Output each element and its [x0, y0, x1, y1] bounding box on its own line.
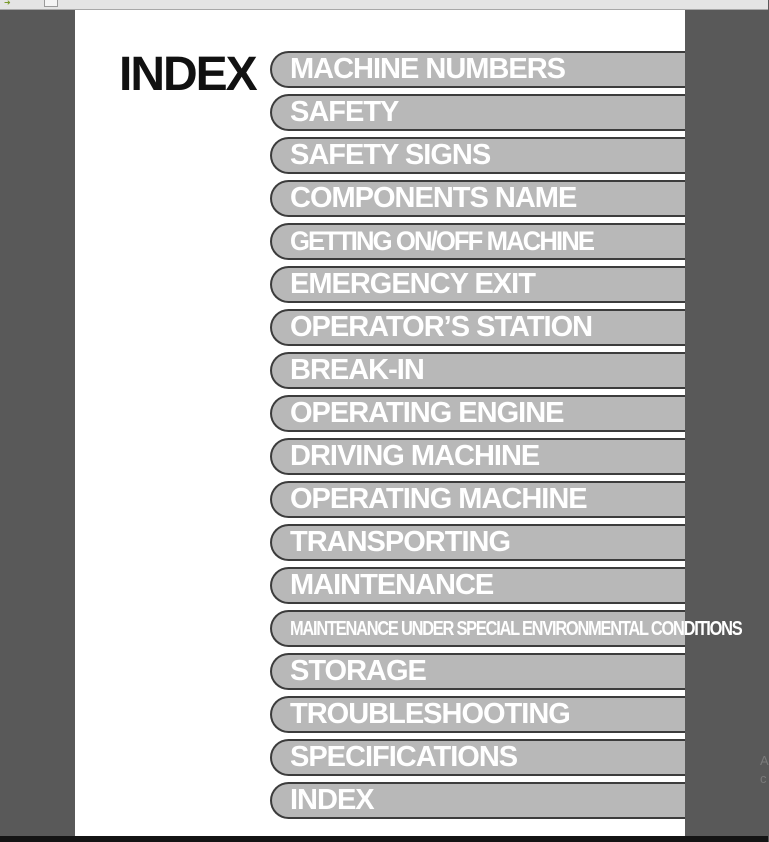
page-title: INDEX	[119, 48, 256, 101]
tab-emergency-exit[interactable]	[270, 266, 685, 303]
tab-driving-machine[interactable]	[270, 438, 685, 475]
tab-storage[interactable]	[270, 653, 685, 690]
tab-machine-numbers[interactable]	[270, 51, 685, 88]
back-arrow-icon[interactable]: ➜	[4, 0, 11, 7]
tab-label: SAFETY	[290, 96, 399, 128]
bottom-bar	[0, 836, 768, 842]
tab-label: OPERATING MACHINE	[290, 483, 587, 515]
tab-label: MAINTENANCE	[290, 569, 494, 601]
tab-label: TROUBLESHOOTING	[290, 698, 570, 730]
document-page	[75, 10, 742, 836]
edge-text: A c	[760, 753, 769, 786]
tab-components-name[interactable]	[270, 180, 685, 217]
tab-safety-signs[interactable]	[270, 137, 685, 174]
tab-label: COMPONENTS NAME	[290, 182, 577, 214]
tab-operating-engine[interactable]	[270, 395, 685, 432]
tab-troubleshooting[interactable]	[270, 696, 685, 733]
tab-safety[interactable]	[270, 94, 685, 131]
tab-label: BREAK-IN	[290, 354, 424, 386]
tab-label: SAFETY SIGNS	[290, 139, 491, 171]
tab-label: STORAGE	[290, 655, 426, 687]
tab-label: GETTING ON/OFF MACHINE	[290, 226, 594, 256]
viewer-toolbar	[0, 0, 768, 10]
document-icon[interactable]	[44, 0, 58, 7]
section-tab-list	[270, 51, 742, 825]
tab-label: SPECIFICATIONS	[290, 741, 518, 773]
tab-label: EMERGENCY EXIT	[290, 268, 535, 300]
tab-break-in[interactable]	[270, 352, 685, 389]
tab-specifications[interactable]	[270, 739, 685, 776]
tab-label: OPERATING ENGINE	[290, 397, 564, 429]
tab-label: OPERATOR’S STATION	[290, 311, 593, 343]
tab-label: INDEX	[290, 784, 374, 816]
tab-getting-on-off-machine[interactable]	[270, 223, 685, 260]
tab-operating-machine[interactable]	[270, 481, 685, 518]
tab-label: TRANSPORTING	[290, 526, 510, 558]
tab-operators-station[interactable]	[270, 309, 685, 346]
tab-label: MAINTENANCE UNDER SPECIAL ENVIRONMENTAL CONDITIONS	[290, 617, 742, 640]
tab-index[interactable]	[270, 782, 685, 819]
tab-maintenance[interactable]	[270, 567, 685, 604]
tab-transporting[interactable]	[270, 524, 685, 561]
tab-maintenance-special-conditions[interactable]	[270, 610, 742, 647]
tab-label: MACHINE NUMBERS	[290, 53, 565, 85]
tab-label: DRIVING MACHINE	[290, 440, 540, 472]
